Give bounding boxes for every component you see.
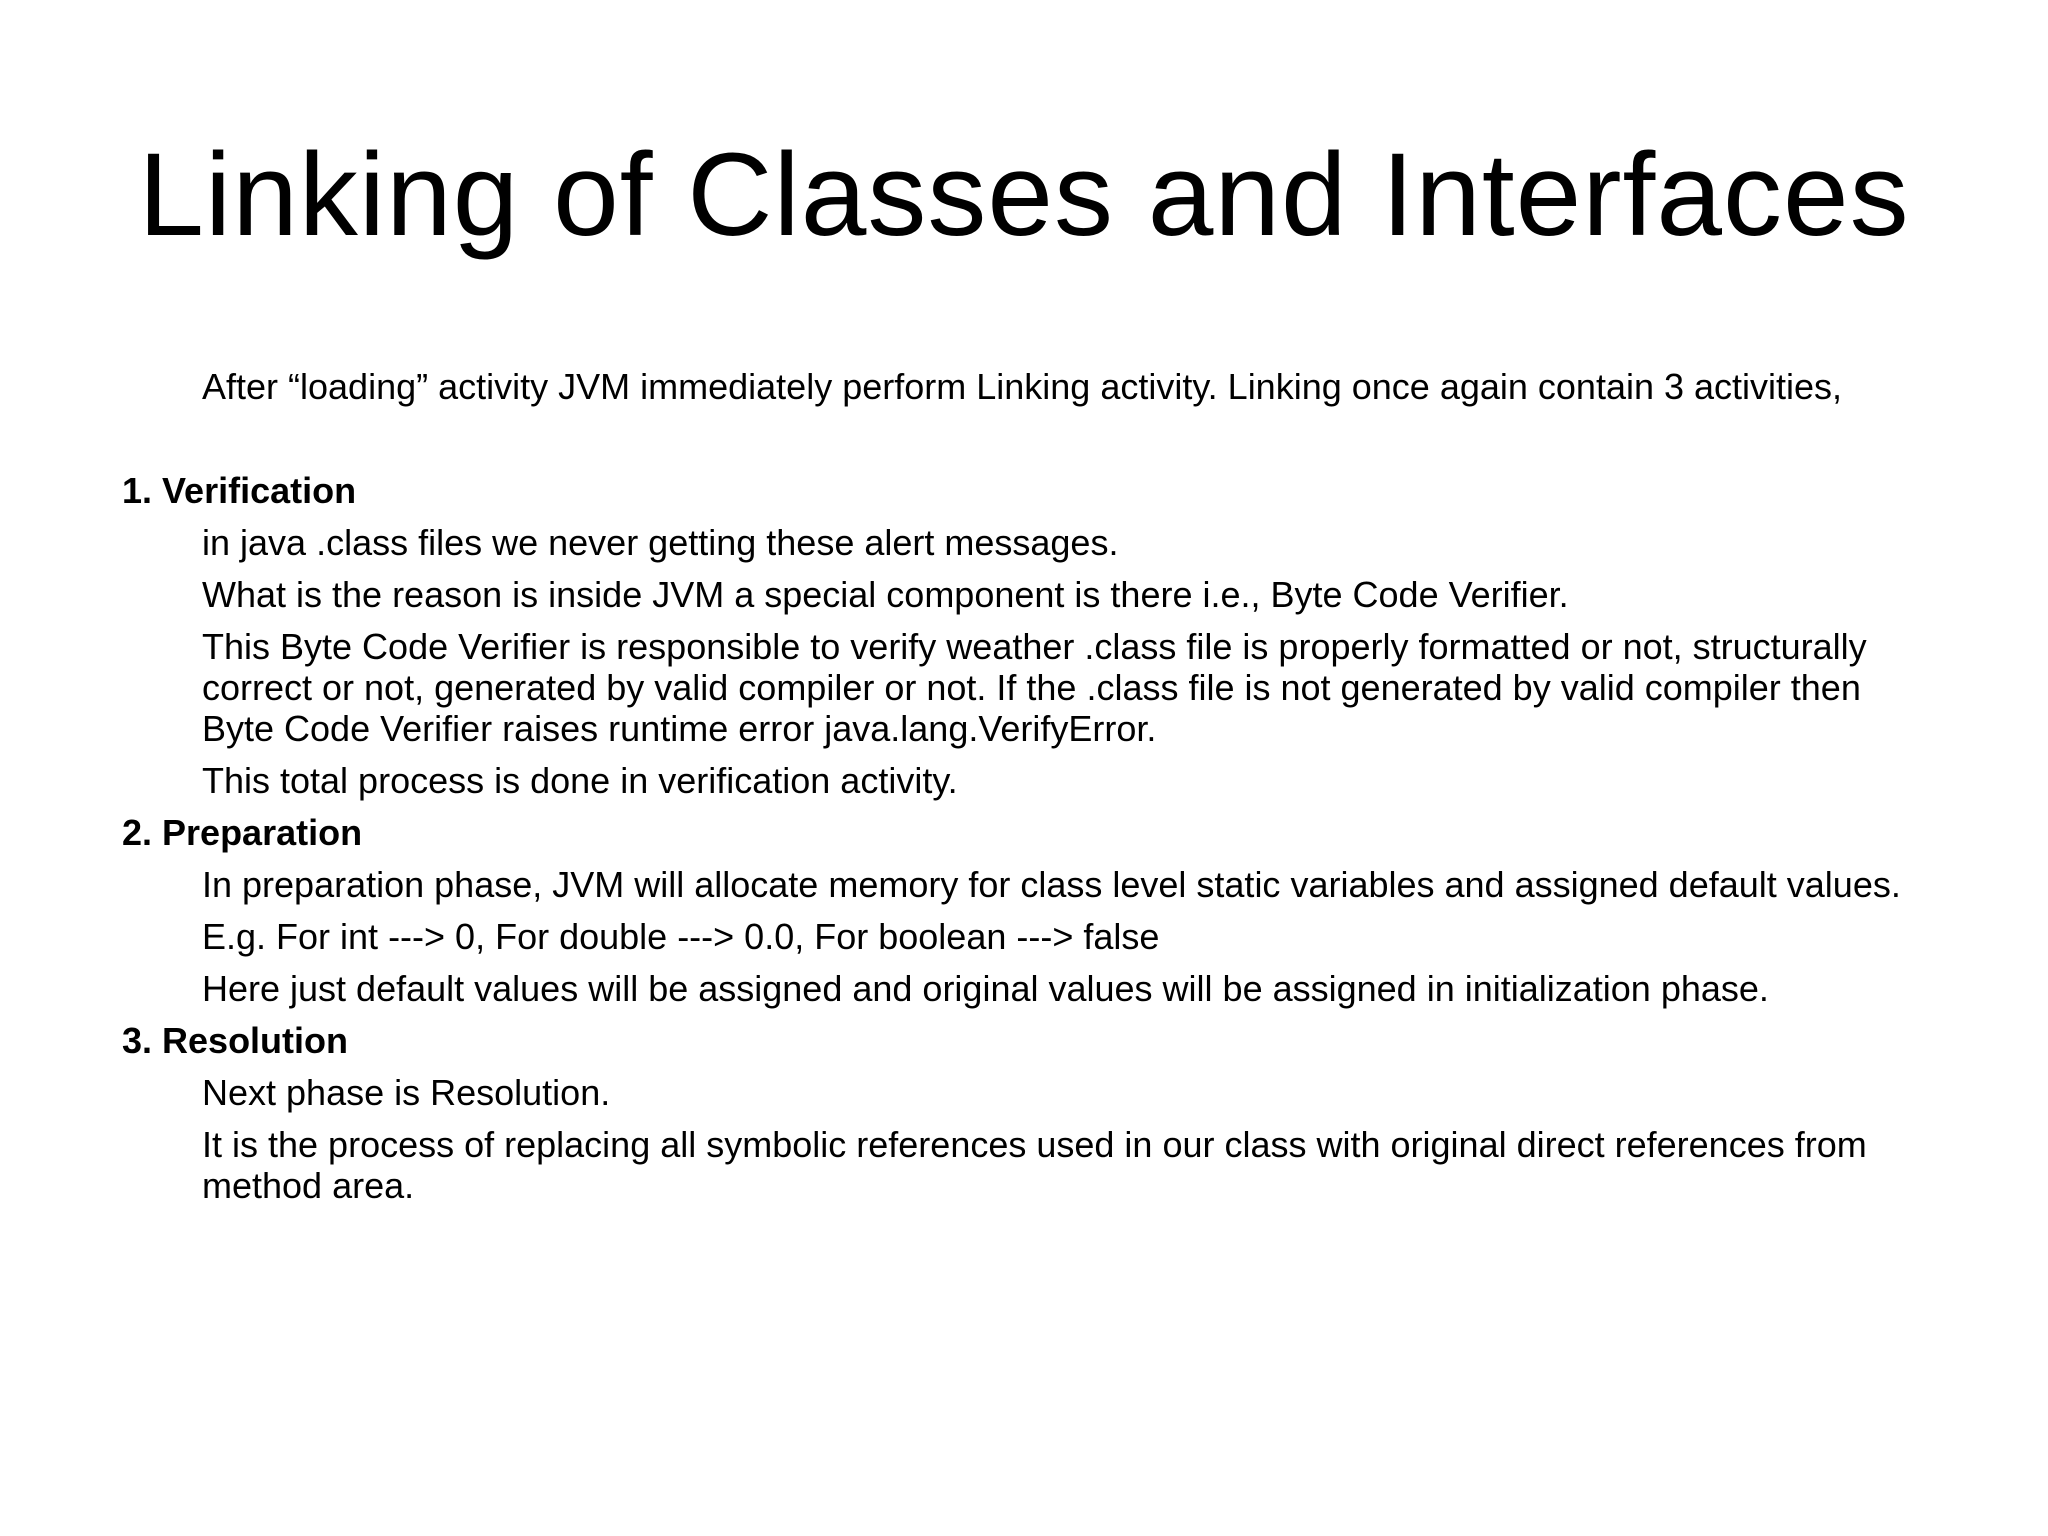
section-heading: 1. Verification (122, 470, 357, 511)
intro-paragraph: After “loading” activity JVM immediately perform Linking activity. Linking once again contain 3 activities, (202, 366, 1843, 407)
section-heading: 2. Preparation (122, 812, 363, 853)
section-paragraph: E.g. For int ---> 0, For double ---> 0.0, For boolean ---> false (202, 916, 1160, 957)
section-paragraph: Here just default values will be assigned and original values will be assigned in initialization phase. (202, 968, 1769, 1009)
section-resolution (122, 1020, 1942, 1206)
section-paragraph: This Byte Code Verifier is responsible to verify weather .class file is properly formatted or not, structurally correct or not, generated by valid compiler or not. If the .class file is not generated by valid compiler then Byte Code Verifier raises runtime error java.lang.VerifyError. (202, 626, 1867, 749)
slide-body (122, 366, 1942, 1217)
section-heading: 3. Resolution (122, 1020, 349, 1061)
section-verification (122, 470, 1942, 801)
section-paragraph: In preparation phase, JVM will allocate memory for class level static variables and assigned default values. (202, 864, 1901, 905)
section-paragraph: Next phase is Resolution. (202, 1072, 611, 1113)
section-paragraph: This total process is done in verification activity. (202, 760, 958, 801)
section-paragraph: It is the process of replacing all symbolic references used in our class with original direct references from method area. (202, 1124, 1867, 1206)
section-paragraph: in java .class files we never getting these alert messages. (202, 522, 1119, 563)
section-preparation (122, 812, 1942, 1009)
section-paragraph: What is the reason is inside JVM a special component is there i.e., Byte Code Verifier. (202, 574, 1569, 615)
slide-title: Linking of Classes and Interfaces (138, 129, 1910, 261)
